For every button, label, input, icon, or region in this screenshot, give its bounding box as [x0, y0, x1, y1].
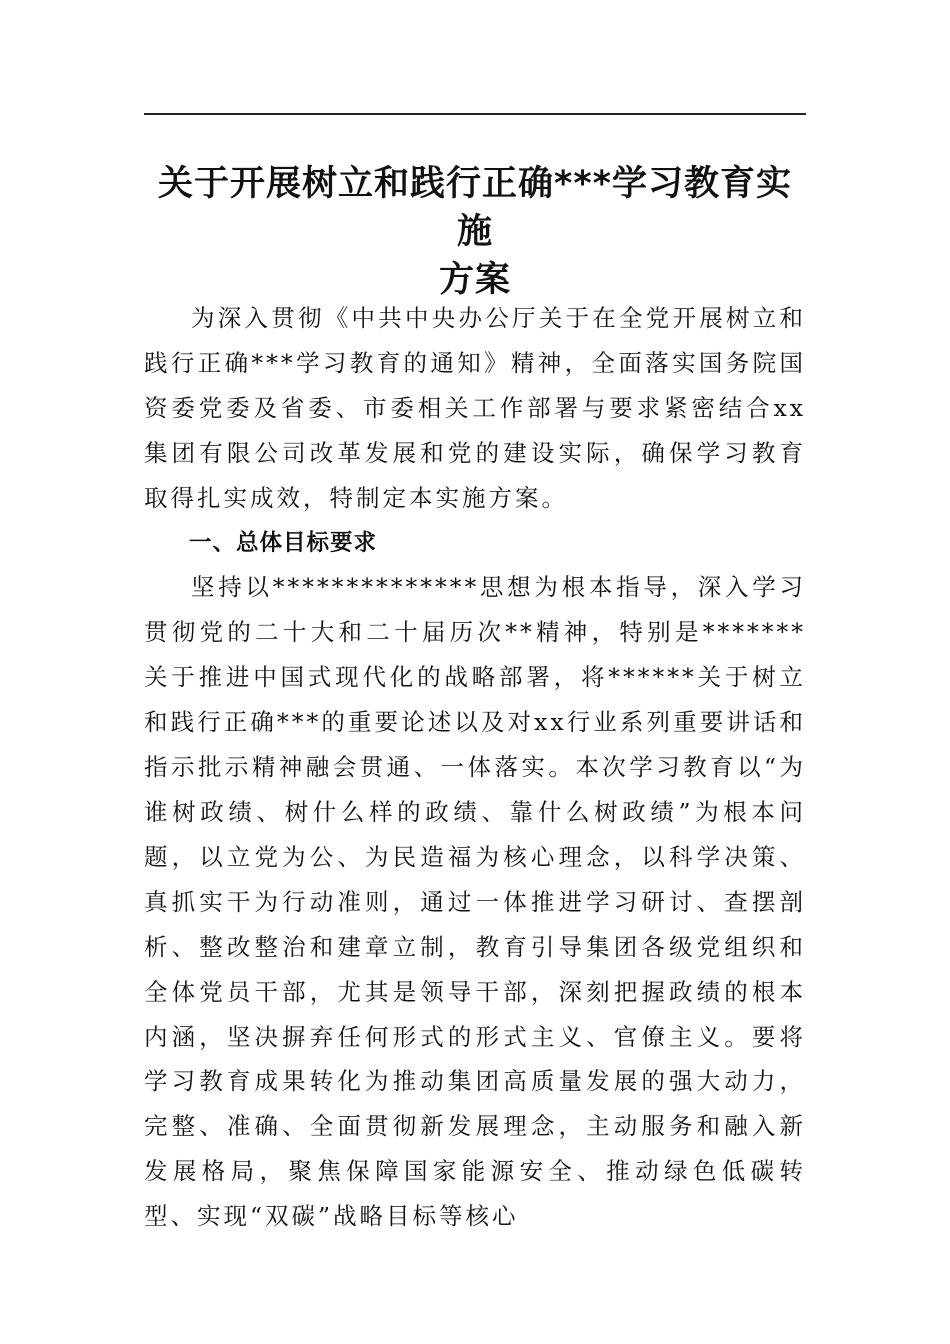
document-body — [144, 296, 806, 1239]
section-1-paragraph: 坚持以**************思想为根本指导，深入学习贯彻党的二十大和二十届历次**精神，特别是*******关于推进中国式现代化的战略部署，将******关于树立和践行正确***的重要论述以及对xx行业系列重要讲话和指示批示精神融会贯通、一体落实。本次学习教育以“为谁树政绩、树什么样的政绩、靠什么树政绩”为根本问题，以立党为公、为民造福为核心理念，以科学决策、真抓实干为行动准则，通过一体推进学习研讨、查摆剖析、整改整治和建章立制，教育引导集团各级党组织和全体党员干部，尤其是领导干部，深刻把握政绩的根本内涵，坚决摒弃任何形式的形式主义、官僚主义。要将学习教育成果转化为推动集团高质量发展的强大动力，完整、准确、全面贯彻新发展理念，主动服务和融入新发展格局，聚焦保障国家能源安全、推动绿色低碳转型、实现“双碳”战略目标等核心 — [144, 573, 806, 1231]
document-title — [144, 160, 806, 304]
section-1-heading: 一、总体目标要求 — [189, 529, 378, 556]
document-title-line-1: 关于开展树立和践行正确***学习教育实施 — [158, 164, 792, 252]
document-title-line-2: 方案 — [438, 260, 511, 300]
intro-paragraph: 为深入贯彻《中共中央办公厅关于在全党开展树立和践行正确***学习教育的通知》精神，全面落实国务院国资委党委及省委、市委相关工作部署与要求紧密结合xx集团有限公司改革发展和党的建设实际，确保学习教育取得扎实成效，特制定本实施方案。 — [144, 304, 806, 512]
header-rule — [144, 113, 806, 115]
